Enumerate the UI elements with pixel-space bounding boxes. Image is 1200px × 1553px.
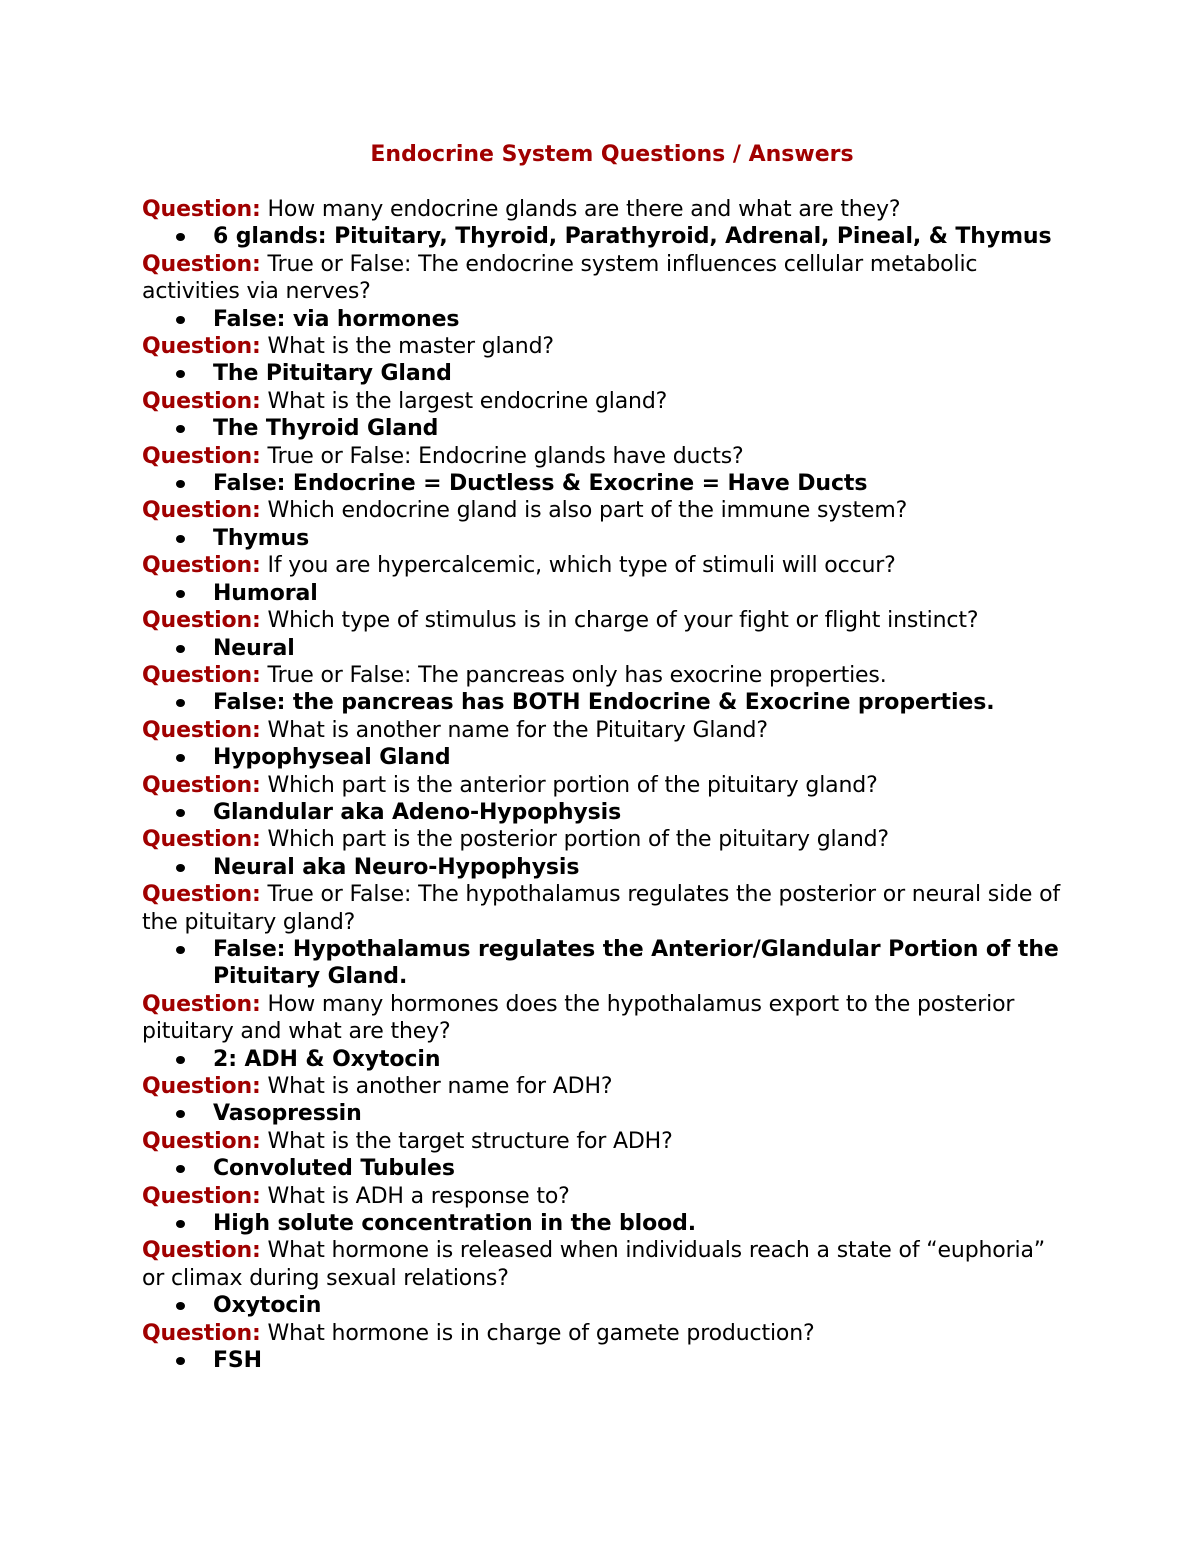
question-line: [142, 1320, 1072, 1347]
answer-text: False: via hormones: [213, 306, 460, 332]
bullet-icon: [176, 316, 185, 324]
question-line: [142, 388, 1072, 415]
answer-line: [142, 223, 1072, 250]
answer-text: Thymus: [213, 525, 310, 551]
question-text: How many hormones does the hypothalamus export to the posterior pituitary and what are they?: [142, 991, 1015, 1045]
question-label: Question:: [142, 553, 261, 579]
question-text: How many endocrine glands are there and what are they?: [260, 197, 901, 222]
question-line: [142, 251, 1072, 306]
answer-line: [142, 854, 1072, 881]
document-title: Endocrine System Questions / Answers: [370, 142, 854, 167]
question-line: [142, 196, 1072, 223]
document-page: [142, 140, 1072, 1374]
answer-line: [142, 1292, 1072, 1319]
answer-line: [142, 415, 1072, 442]
question-label: Question:: [142, 1128, 261, 1154]
bullet-icon: [176, 864, 185, 872]
answer-text: 2: ADH & Oxytocin: [213, 1046, 441, 1072]
bullet-icon: [176, 809, 185, 817]
question-line: [142, 443, 1072, 470]
answer-line: [142, 525, 1072, 552]
question-text: What is another name for ADH?: [260, 1074, 613, 1099]
question-text: True or False: The endocrine system influences cellular metabolic activities via nerves?: [142, 251, 978, 305]
bullet-icon: [176, 425, 185, 433]
question-line: [142, 662, 1072, 689]
question-line: [142, 497, 1072, 524]
question-text: What hormone is in charge of gamete production?: [260, 1320, 815, 1346]
question-text: If you are hypercalcemic, which type of stimuli will occur?: [260, 553, 896, 579]
question-label: Question:: [142, 197, 261, 222]
answer-text: Neural aka Neuro-Hypophysis: [213, 854, 580, 880]
question-line: [142, 552, 1072, 579]
question-label: Question:: [142, 251, 261, 277]
question-line: [142, 1128, 1072, 1155]
answer-text: Vasopressin: [213, 1101, 362, 1127]
question-text: Which part is the posterior portion of the pituitary gland?: [260, 827, 889, 853]
answer-line: [142, 580, 1072, 607]
answer-line: [142, 1155, 1072, 1182]
bullet-icon: [176, 590, 185, 598]
question-label: Question:: [142, 498, 261, 524]
question-text: What is the largest endocrine gland?: [260, 388, 668, 414]
answer-text: FSH: [213, 1348, 262, 1374]
answer-line: [142, 1210, 1072, 1237]
question-label: Question:: [142, 1074, 261, 1099]
bullet-icon: [176, 946, 185, 954]
bullet-icon: [176, 370, 185, 378]
answer-text: The Thyroid Gland: [213, 416, 439, 442]
question-label: Question:: [142, 662, 261, 688]
question-line: [142, 717, 1072, 744]
bullet-icon: [176, 1357, 185, 1365]
bullet-icon: [176, 480, 185, 488]
answer-text: Oxytocin: [213, 1293, 322, 1319]
question-line: [142, 333, 1072, 360]
bullet-icon: [176, 1110, 185, 1118]
question-label: Question:: [142, 388, 261, 414]
question-text: What is ADH a response to?: [260, 1183, 570, 1209]
question-label: Question:: [142, 443, 261, 469]
question-line: [142, 1073, 1072, 1100]
question-text: Which part is the anterior portion of the pituitary gland?: [260, 772, 878, 798]
answer-line: [142, 1046, 1072, 1073]
bullet-icon: [176, 1165, 185, 1173]
bullet-icon: [176, 535, 185, 543]
question-label: Question:: [142, 827, 261, 853]
question-label: Question:: [142, 608, 261, 634]
question-text: True or False: The pancreas only has exocrine properties.: [260, 662, 887, 688]
question-text: Which endocrine gland is also part of the immune system?: [260, 498, 908, 524]
answer-line: [142, 1347, 1072, 1374]
answer-text: 6 glands: Pituitary, Thyroid, Parathyroid, Adrenal, Pineal, & Thymus: [213, 224, 1052, 250]
question-label: Question:: [142, 717, 261, 743]
bullet-icon: [176, 699, 185, 707]
bullet-icon: [176, 645, 185, 653]
question-text: True or False: Endocrine glands have ducts?: [260, 443, 744, 469]
answer-line: [142, 744, 1072, 771]
bullet-icon: [176, 233, 185, 241]
answer-line: [142, 936, 1072, 991]
question-line: [142, 1237, 1072, 1292]
question-line: [142, 772, 1072, 799]
question-label: Question:: [142, 991, 261, 1017]
question-text: What hormone is released when individuals reach a state of “euphoria” or climax during sexual relations?: [142, 1238, 1046, 1291]
bullet-icon: [176, 754, 185, 762]
bullet-icon: [176, 1220, 185, 1228]
question-text: What is another name for the Pituitary Gland?: [260, 717, 768, 743]
question-line: [142, 826, 1072, 853]
question-label: Question:: [142, 334, 261, 360]
question-label: Question:: [142, 772, 261, 798]
qa-list: [142, 196, 1072, 1374]
question-text: True or False: The hypothalamus regulates the posterior or neural side of the pituitary gland?: [142, 882, 1061, 935]
answer-text: High solute concentration in the blood.: [213, 1211, 697, 1237]
answer-text: The Pituitary Gland: [213, 361, 452, 387]
bullet-icon: [176, 1302, 185, 1310]
answer-line: [142, 470, 1072, 497]
answer-line: [142, 689, 1072, 716]
answer-line: [142, 635, 1072, 662]
answer-line: [142, 1100, 1072, 1127]
answer-text: Neural: [213, 635, 295, 661]
question-label: Question:: [142, 1238, 261, 1264]
question-label: Question:: [142, 1320, 261, 1346]
answer-line: [142, 306, 1072, 333]
bullet-icon: [176, 1056, 185, 1064]
answer-text: Glandular aka Adeno-Hypophysis: [213, 799, 622, 825]
question-line: [142, 1183, 1072, 1210]
answer-text: Hypophyseal Gland: [213, 745, 451, 771]
question-text: What is the master gland?: [260, 334, 554, 360]
answer-text: Humoral: [213, 580, 318, 606]
answer-line: [142, 360, 1072, 387]
answer-text: Convoluted Tubules: [213, 1156, 455, 1182]
answer-line: [142, 799, 1072, 826]
answer-text: False: the pancreas has BOTH Endocrine & Exocrine properties.: [213, 690, 995, 716]
question-text: What is the target structure for ADH?: [260, 1128, 673, 1154]
question-label: Question:: [142, 882, 261, 908]
answer-text: False: Hypothalamus regulates the Anterior/Glandular Portion of the Pituitary Gland.: [213, 936, 1059, 990]
answer-text: False: Endocrine = Ductless & Exocrine = Have Ducts: [213, 471, 868, 497]
question-text: Which type of stimulus is in charge of your fight or flight instinct?: [260, 608, 979, 634]
question-label: Question:: [142, 1183, 261, 1209]
question-line: [142, 607, 1072, 634]
question-line: [142, 991, 1072, 1046]
question-line: [142, 881, 1072, 936]
